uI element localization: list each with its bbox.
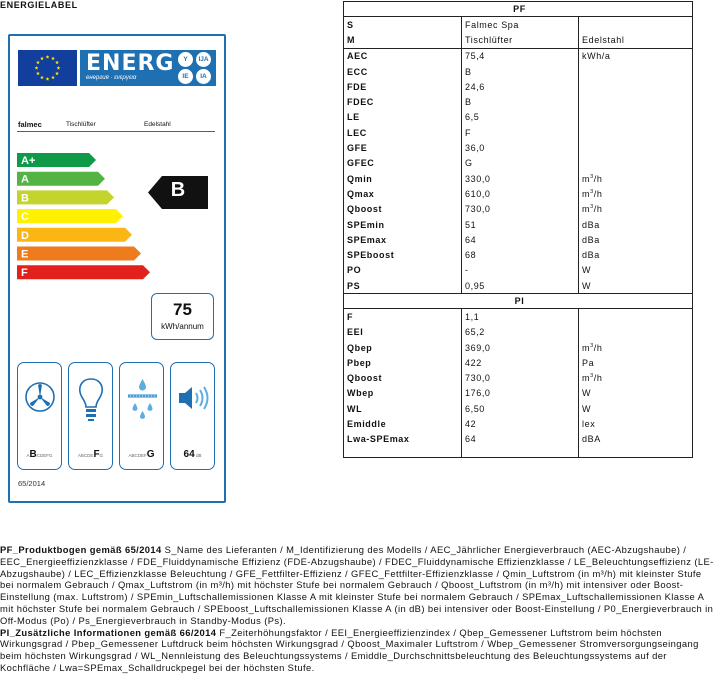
param-value: 65,2	[462, 325, 579, 340]
param-code: Qbep	[344, 340, 462, 355]
param-code: Lwa-SPEmax	[344, 432, 462, 447]
energ-subtitle: енергия · ενεργεια	[86, 75, 137, 81]
param-code: Wbep	[344, 386, 462, 401]
param-value: 64	[462, 232, 579, 247]
grease-filter-icon	[126, 377, 159, 423]
model-name: Tischlüfter	[66, 121, 96, 128]
page-title: ENERGIELABEL	[0, 0, 78, 10]
param-value: G	[462, 156, 579, 171]
eu-star-icon	[51, 76, 55, 80]
pi-row	[344, 309, 693, 325]
param-value: 1,1	[462, 309, 579, 325]
param-code: AEC	[344, 48, 462, 64]
param-unit: $m^3/h$	[579, 186, 693, 201]
eu-star-icon	[36, 72, 40, 76]
param-value: Tischlüfter	[462, 32, 579, 48]
param-value: 6,50	[462, 401, 579, 416]
param-value: 330,0	[462, 171, 579, 186]
param-code: ECC	[344, 64, 462, 79]
light-efficiency-box	[68, 362, 113, 470]
energy-label	[8, 34, 226, 503]
param-code: Qmax	[344, 186, 462, 201]
class-letter: D	[21, 229, 29, 242]
param-unit	[579, 125, 693, 140]
eu-star-icon	[40, 56, 44, 60]
param-unit: dBa	[579, 247, 693, 262]
fan-scale: ABCDEFG	[26, 449, 53, 460]
param-value: 24,6	[462, 79, 579, 94]
class-arrow-d	[17, 228, 132, 242]
param-code: FDE	[344, 79, 462, 94]
param-code: GFE	[344, 140, 462, 155]
speaker-icon	[177, 383, 211, 413]
param-code: PO	[344, 263, 462, 278]
param-unit: $m^3/h$	[579, 171, 693, 186]
param-unit	[579, 325, 693, 340]
class-arrow-c	[17, 209, 123, 223]
param-value: 42	[462, 416, 579, 431]
pi-row	[344, 386, 693, 401]
param-value: 176,0	[462, 386, 579, 401]
param-unit	[579, 309, 693, 325]
language-bubble: Y	[178, 52, 193, 67]
pi-legend-body: F_Zeiterhöhungsfaktor / EEI_Energieeffizienzindex / Qbep_Gemessener Luftstrom beim höchsten Wirkungsgrad / Pbep_Gemessener Luftdruck beim höchsten Wirkungsgrad / Qboost_Maximaler Luftstrom / Wbep_Gemessener Stromversorgungseingang beim höchsten Wirkungsgrad / WL_Nennleistung des Beleuchtungssystems / Emiddle_Durchschnittsbeleuchtung des Beleuchtungssystems auf der Kochfläche / Lwa=SPEmax_Schalldruckpegel bei der höchsten Stufe.	[0, 626, 699, 673]
param-code: GFEC	[344, 156, 462, 171]
param-code: S	[344, 17, 462, 33]
pf-row	[344, 94, 693, 109]
pf-row	[344, 217, 693, 232]
param-unit: dBa	[579, 232, 693, 247]
param-unit: lex	[579, 416, 693, 431]
param-unit: Edelstahl	[579, 32, 693, 48]
pi-row	[344, 416, 693, 431]
param-unit: dBA	[579, 432, 693, 447]
class-letter: F	[21, 267, 28, 280]
pi-row	[344, 371, 693, 386]
eu-star-icon	[46, 55, 50, 59]
param-unit: $m^3/h$	[579, 340, 693, 355]
pf-row	[344, 202, 693, 217]
pf-row	[344, 48, 693, 64]
eu-star-icon	[55, 72, 59, 76]
pf-row	[344, 186, 693, 201]
divider	[17, 131, 215, 132]
language-bubble: IA	[196, 69, 211, 84]
param-value: 422	[462, 355, 579, 370]
pf-row	[344, 278, 693, 294]
param-unit: W	[579, 401, 693, 416]
class-arrow-e	[17, 247, 141, 261]
param-value: B	[462, 94, 579, 109]
param-value: 75,4	[462, 48, 579, 64]
param-value: 64	[462, 432, 579, 447]
param-value: 36,0	[462, 140, 579, 155]
pf-legend-body: S_Name des Lieferanten / M_Identifizierung des Modells / AEC_Jährlicher Energieverbrauch (AEC-Abzugshaube) / EEC_Energieeffizienzklasse / FDE_Fluiddynamische Effizienz (FDE-Abzugshaube) / FDEC_Fluiddynamische Effizienzklasse / LE_Beleuchtungseffizienz (LE-Abzugshaube) / LEC_Effizienzklasse Beleuchtung / GFE_Fettfilter-Effizienz / GFEC_Fettfilter-Effizienzklasse / Qmin_Luftstrom (in m³/h) mit kleinster Stufe bei normalem Gebrauch / Qmax_Luftstrom (in m³/h) mit höchster Stufe bei normalem Gebrauch / Qboost_Luftstrom (in m³/h) mit intensiver oder Boost-Einstellung (max. Luftstrom) / SPEmin_Luftschallemissionen Klasse A mit kleinster Stufe bei normalem Gebrauch / SPEmax_Luftschallemissionen Klasse A mit höchster Stufe bei normalem Gebrauch / SPEboost_Luftschallemissionen Klasse A (in dB) bei intensiver oder Boost-Einstellung / P0_Energieverbrauch in Off-Modus (Po) / Ps_Energieverbrauch in Standby-Modus (Ps).	[0, 544, 714, 626]
param-value: -	[462, 263, 579, 278]
param-unit: W	[579, 263, 693, 278]
pf-row	[344, 110, 693, 125]
language-bubble: IE	[178, 69, 193, 84]
noise-value: 64	[183, 449, 195, 460]
param-value: Falmec Spa	[462, 17, 579, 33]
param-code: SPEmin	[344, 217, 462, 232]
param-value: 730,0	[462, 202, 579, 217]
param-value: 369,0	[462, 340, 579, 355]
eu-star-icon	[36, 61, 40, 65]
param-code: SPEmax	[344, 232, 462, 247]
legend-text	[0, 544, 718, 674]
param-code: EEI	[344, 325, 462, 340]
param-unit: dBa	[579, 217, 693, 232]
noise-scale: 64 dB	[183, 449, 202, 460]
eu-star-icon	[55, 61, 59, 65]
fan-efficiency-box	[17, 362, 62, 470]
param-unit	[579, 64, 693, 79]
empty-cell	[462, 447, 579, 458]
pf-row	[344, 32, 693, 48]
pf-header: PF	[344, 2, 693, 17]
param-value: F	[462, 125, 579, 140]
pf-row	[344, 247, 693, 262]
param-unit: kWh/a	[579, 48, 693, 64]
product-data-table	[343, 1, 693, 458]
param-value: B	[462, 64, 579, 79]
pi-row	[344, 355, 693, 370]
param-unit	[579, 79, 693, 94]
eu-star-icon	[35, 66, 39, 70]
pi-row	[344, 401, 693, 416]
pf-row	[344, 156, 693, 171]
param-code: M	[344, 32, 462, 48]
pf-row	[344, 263, 693, 278]
class-letter: A+	[21, 155, 36, 167]
pi-row	[344, 432, 693, 447]
light-scale: ABCDEFG	[77, 449, 104, 460]
class-letter: C	[21, 211, 29, 224]
annual-energy-value: 75	[173, 300, 192, 319]
param-unit	[579, 156, 693, 171]
eu-flag-icon	[18, 50, 77, 86]
param-unit	[579, 94, 693, 109]
pf-legend-title: PF_Produktbogen gemäß 65/2014	[0, 544, 162, 555]
param-unit: $m^3/h$	[579, 202, 693, 217]
energy-header	[80, 50, 216, 86]
param-code: LEC	[344, 125, 462, 140]
light-class: F	[93, 449, 100, 460]
rating-class: B	[170, 179, 186, 201]
param-unit: $m^3/h$	[579, 371, 693, 386]
class-arrow-b	[17, 190, 114, 204]
grease-filter-scale: ABCDEFG	[128, 449, 155, 460]
param-code: SPEboost	[344, 247, 462, 262]
class-letter: B	[21, 192, 29, 205]
param-value: 610,0	[462, 186, 579, 201]
fan-icon	[25, 377, 55, 417]
regulation-number: 65/2014	[18, 479, 46, 488]
efficiency-scale	[17, 153, 157, 288]
empty-cell	[344, 447, 462, 458]
eu-star-icon	[40, 76, 44, 80]
annual-energy-unit: kWh/annum	[161, 322, 204, 331]
param-code: FDEC	[344, 94, 462, 109]
param-value: 51	[462, 217, 579, 232]
class-arrow-f	[17, 265, 150, 279]
grease-filter-class: G	[146, 449, 155, 460]
param-code: PS	[344, 278, 462, 294]
energ-title: ENERG	[86, 51, 175, 76]
pi-row	[344, 340, 693, 355]
pf-row	[344, 17, 693, 33]
param-code: WL	[344, 401, 462, 416]
supplier-name: falmec	[18, 120, 42, 129]
eu-star-icon	[57, 66, 61, 70]
pf-row	[344, 125, 693, 140]
param-unit: W	[579, 386, 693, 401]
param-code: F	[344, 309, 462, 325]
table-footer-row	[344, 447, 693, 458]
param-code: LE	[344, 110, 462, 125]
param-unit: W	[579, 278, 693, 294]
lightbulb-icon	[78, 377, 104, 423]
param-value: 6,5	[462, 110, 579, 125]
param-value: 68	[462, 247, 579, 262]
param-code: Qboost	[344, 371, 462, 386]
pf-row	[344, 171, 693, 186]
pi-header: PI	[344, 294, 693, 309]
param-code: Pbep	[344, 355, 462, 370]
pf-row	[344, 140, 693, 155]
param-unit	[579, 140, 693, 155]
grease-filter-box	[119, 362, 164, 470]
param-code: Qboost	[344, 202, 462, 217]
eu-star-icon	[51, 56, 55, 60]
pf-row	[344, 64, 693, 79]
pf-row	[344, 232, 693, 247]
pf-row	[344, 79, 693, 94]
param-code: Emiddle	[344, 416, 462, 431]
language-bubble: IJA	[196, 52, 211, 67]
param-value: 730,0	[462, 371, 579, 386]
pi-row	[344, 325, 693, 340]
pi-legend-title: PI_Zusätzliche Informationen gemäß 66/2014	[0, 626, 217, 638]
param-value: 0,95	[462, 278, 579, 294]
class-letter: A	[21, 173, 29, 186]
annual-energy-box	[151, 293, 214, 340]
param-unit	[579, 110, 693, 125]
eu-star-icon	[46, 77, 50, 81]
class-arrow-a	[17, 172, 105, 186]
empty-cell	[579, 447, 693, 458]
param-unit: Pa	[579, 355, 693, 370]
fan-class: B	[29, 449, 37, 460]
noise-box	[170, 362, 215, 470]
param-unit	[579, 17, 693, 33]
param-code: Qmin	[344, 171, 462, 186]
class-letter: E	[21, 248, 29, 261]
model-material: Edelstahl	[144, 121, 171, 128]
